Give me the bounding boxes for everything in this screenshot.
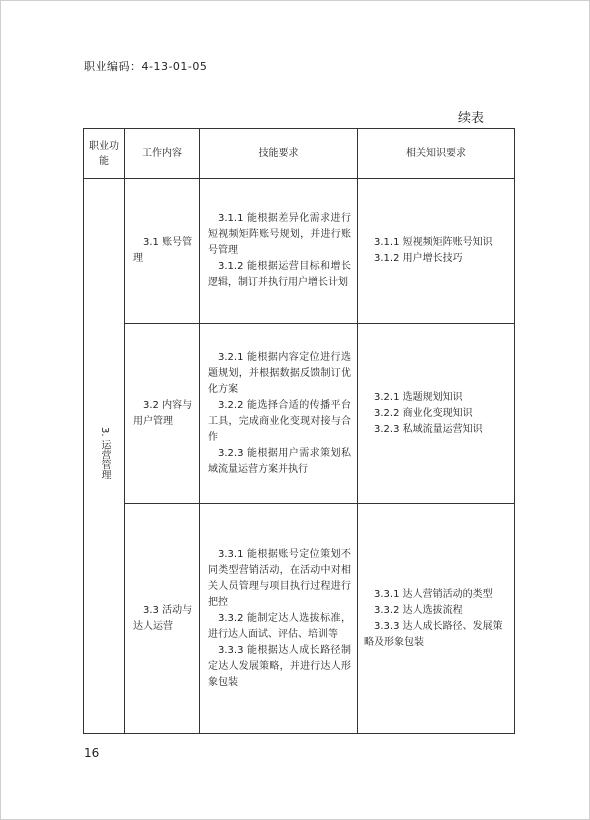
skills-table <box>83 128 515 734</box>
header-skills: 技能要求 <box>200 129 358 179</box>
header-function: 职业功能 <box>84 129 125 179</box>
header-knowledge: 相关知识要求 <box>358 129 515 179</box>
work-cell: 3.3 活动与达人运营 <box>125 504 200 734</box>
skills-cell: 3.1.1 能根据差异化需求进行短视频矩阵账号规划，并进行账号管理 3.1.2 能根据运营目标和增长逻辑，制订并执行用户增长计划 <box>200 179 358 324</box>
skills-cell: 3.3.1 能根据账号定位策划不同类型营销活动，在活动中对相关人员管理与项目执行过程进行把控 3.3.2 能制定达人选拔标准，进行达人面试、评估、培训等 3.3.3 能根据达人成长路径制定达人发展策略，并进行达人形象包装 <box>200 504 358 734</box>
work-cell: 3.1 账号管理 <box>125 179 200 324</box>
header-work: 工作内容 <box>125 129 200 179</box>
table-row <box>84 324 515 504</box>
continued-label: 续表 <box>458 111 485 126</box>
function-cell <box>84 179 125 734</box>
work-cell: 3.2 内容与用户管理 <box>125 324 200 504</box>
table-header-row <box>84 129 515 179</box>
function-label: 3. 运营管理 <box>99 426 110 480</box>
table-row <box>84 179 515 324</box>
table-row <box>84 504 515 734</box>
knowledge-cell: 3.3.1 达人营销活动的类型 3.3.2 达人选拔流程 3.3.3 达人成长路径、发展策略及形象包装 <box>358 504 515 734</box>
skills-cell: 3.2.1 能根据内容定位进行选题规划，并根据数据反馈制订优化方案 3.2.2 能选择合适的传播平台工具，完成商业化变现对接与合作 3.2.3 能根据用户需求策划私域流量运营方案并执行 <box>200 324 358 504</box>
page-number: 16 <box>84 746 100 760</box>
knowledge-cell: 3.1.1 短视频矩阵账号知识 3.1.2 用户增长技巧 <box>358 179 515 324</box>
occupation-code: 职业编码：4-13-01-05 <box>84 60 208 73</box>
knowledge-cell: 3.2.1 选题规划知识 3.2.2 商业化变现知识 3.2.3 私域流量运营知识 <box>358 324 515 504</box>
